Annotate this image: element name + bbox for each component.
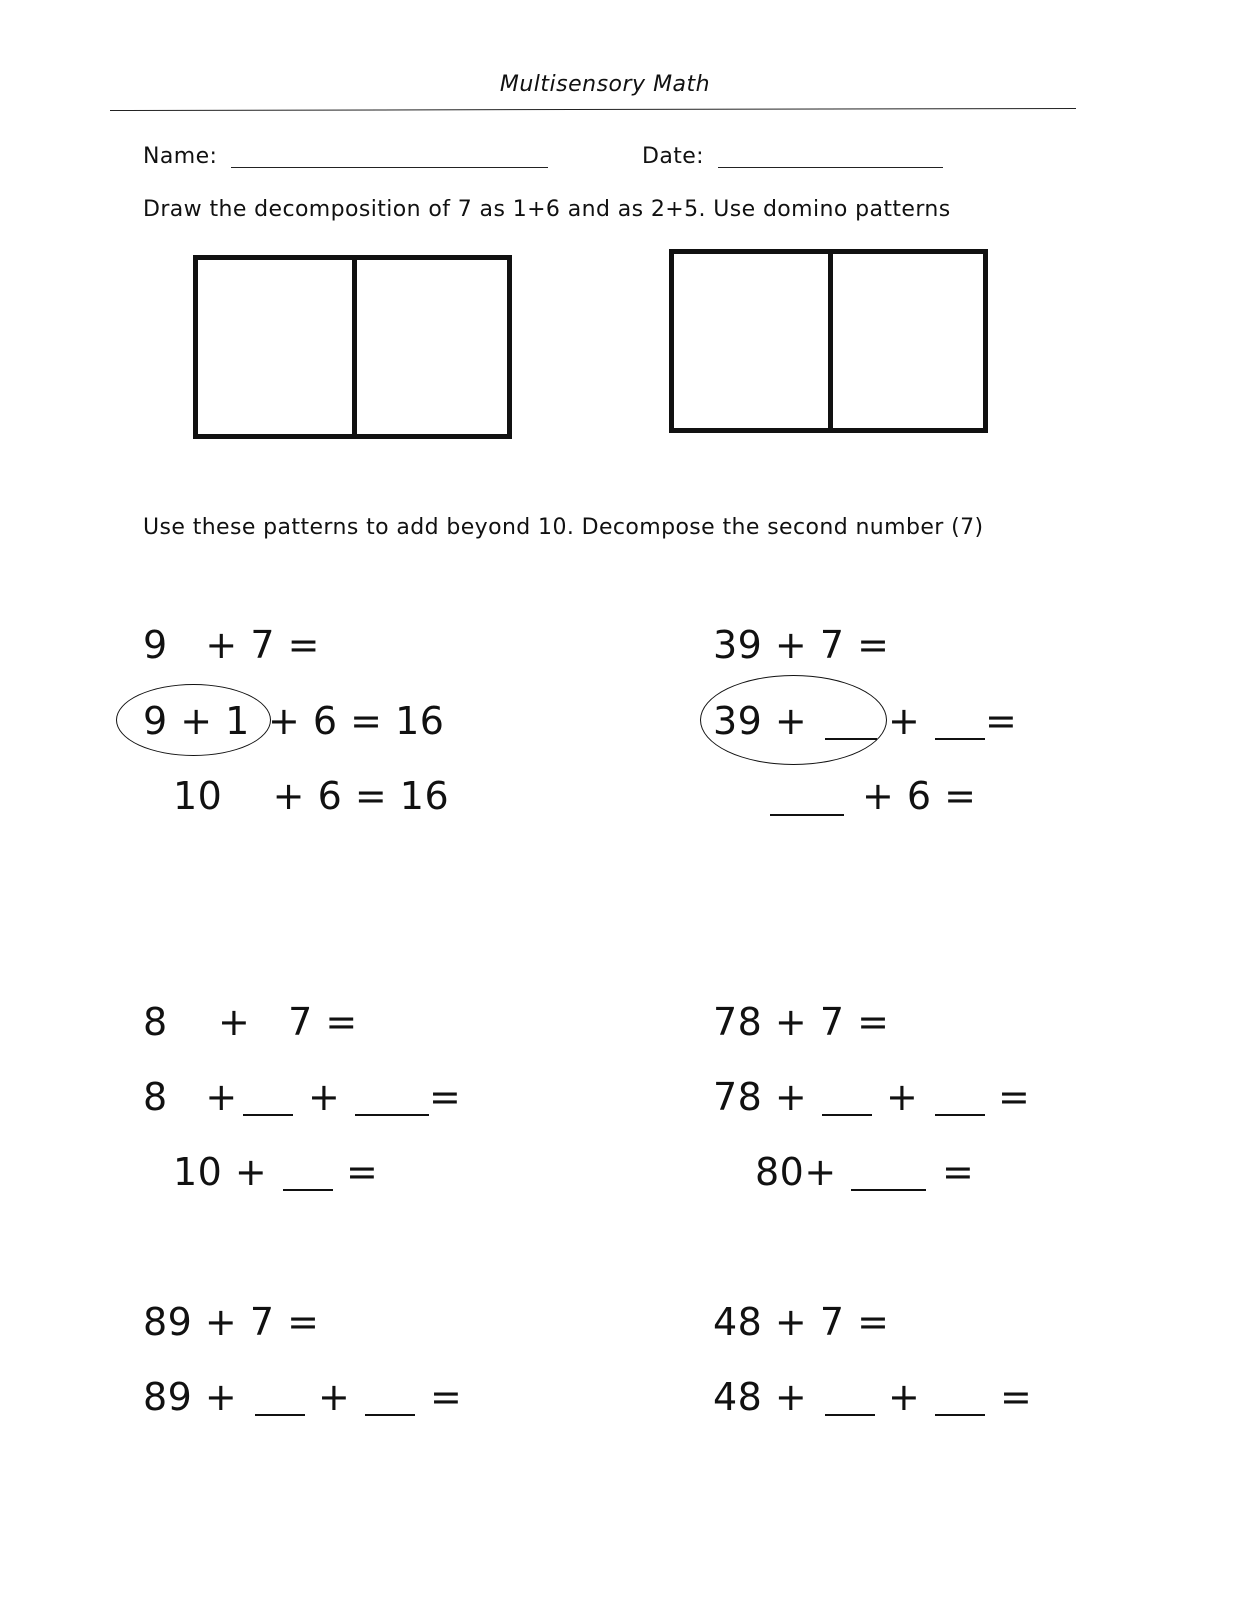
problem-6-line-2-a: 48 + <box>713 1375 808 1419</box>
answer-blank[interactable] <box>935 1114 985 1116</box>
problem-2-line-3: + 6 = <box>862 774 977 818</box>
problem-4-line-2-c: = <box>998 1075 1031 1119</box>
problem-1-line-3: 10 + 6 = 16 <box>173 774 450 818</box>
domino-box-2[interactable] <box>669 249 988 433</box>
problem-6-line-2-b: + <box>888 1375 921 1419</box>
problem-4-line-3-b: = <box>942 1150 975 1194</box>
problem-4-line-2-a: 78 + <box>713 1075 808 1119</box>
problem-5-line-1: 89 + 7 = <box>143 1300 320 1344</box>
problem-4-line-2-b: + <box>886 1075 919 1119</box>
header-divider <box>110 108 1076 111</box>
name-label: Name: <box>143 144 218 169</box>
problem-3-line-2-a: 8 + <box>143 1075 238 1119</box>
problem-2-line-2-a: 39 + <box>713 699 808 743</box>
problem-5-line-2-a: 89 + <box>143 1375 238 1419</box>
name-field[interactable] <box>231 167 548 168</box>
problem-5-line-2-b: + <box>318 1375 351 1419</box>
answer-blank[interactable] <box>825 738 877 740</box>
answer-blank[interactable] <box>935 1414 985 1416</box>
problem-5-line-2-c: = <box>430 1375 463 1419</box>
page-title: Multisensory Math <box>499 72 711 97</box>
answer-blank[interactable] <box>365 1414 415 1416</box>
problem-2-line-2-c: = <box>985 699 1018 743</box>
problem-3-line-2-b: + <box>308 1075 341 1119</box>
domino-instruction: Draw the decomposition of 7 as 1+6 and as 2+5. Use domino patterns <box>143 197 951 222</box>
problem-1-line-1: 9 + 7 = <box>143 623 320 667</box>
problem-2-line-2-b: + <box>888 699 921 743</box>
date-field[interactable] <box>718 167 943 168</box>
problem-3-line-2-c: = <box>429 1075 462 1119</box>
problem-4-line-1: 78 + 7 = <box>713 1000 890 1044</box>
answer-blank[interactable] <box>822 1114 872 1116</box>
answer-blank[interactable] <box>770 814 844 816</box>
problem-2-line-1: 39 + 7 = <box>713 623 890 667</box>
domino-divider <box>352 260 357 434</box>
answer-blank[interactable] <box>851 1189 926 1191</box>
domino-box-1[interactable] <box>193 255 512 439</box>
answer-blank[interactable] <box>935 738 985 740</box>
problem-3-line-1: 8 + 7 = <box>143 1000 358 1044</box>
answer-blank[interactable] <box>255 1414 305 1416</box>
answer-blank[interactable] <box>355 1114 429 1116</box>
answer-blank[interactable] <box>283 1189 333 1191</box>
problem-6-line-2-c: = <box>1000 1375 1033 1419</box>
problem-1-line-2-pair: 9 + 1 <box>143 699 250 743</box>
date-label: Date: <box>642 144 704 169</box>
problem-3-line-3-a: 10 + <box>173 1150 268 1194</box>
problem-3-line-3-b: = <box>346 1150 379 1194</box>
problem-6-line-1: 48 + 7 = <box>713 1300 890 1344</box>
answer-blank[interactable] <box>243 1114 293 1116</box>
answer-blank[interactable] <box>825 1414 875 1416</box>
problem-1-line-2-rest: + 6 = 16 <box>268 699 445 743</box>
patterns-instruction: Use these patterns to add beyond 10. Decompose the second number (7) <box>143 515 984 540</box>
problem-4-line-3-a: 80+ <box>755 1150 837 1194</box>
domino-divider <box>828 254 833 428</box>
